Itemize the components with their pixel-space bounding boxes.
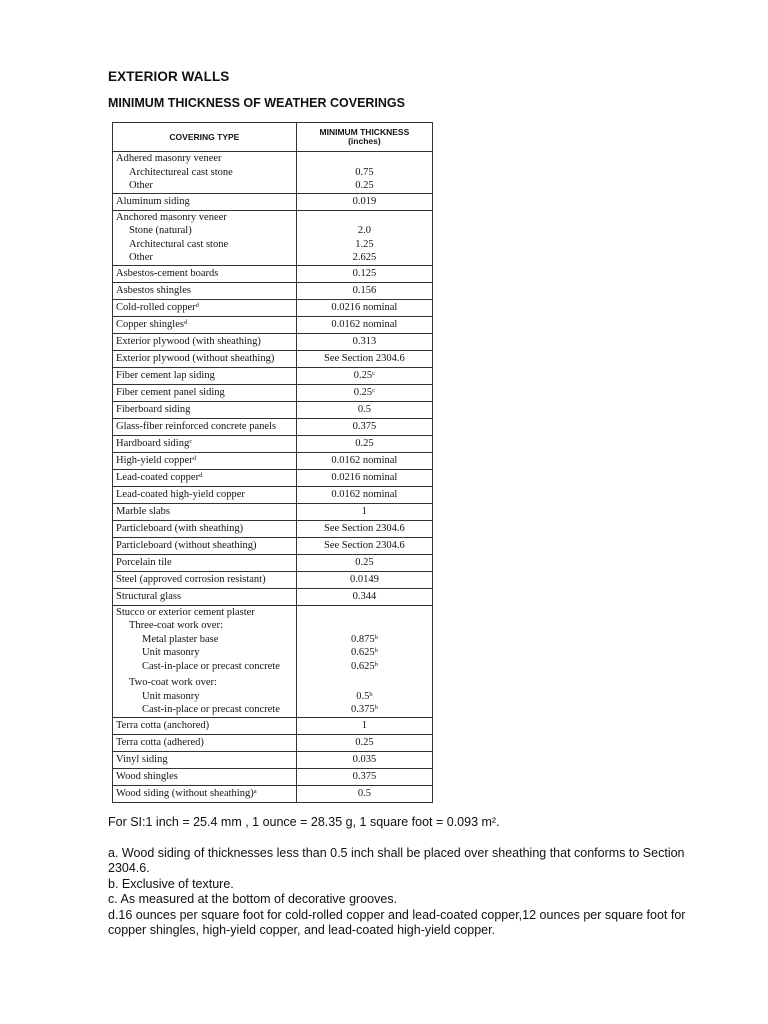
thickness-value: 0.0162 nominal [331,488,398,500]
table-row [113,734,433,751]
covering-type-text: Wood shingles [116,770,178,782]
thickness-cell [296,401,432,418]
table-row [113,210,433,265]
covering-type-text: Cold-rolled copper$^d$ [116,301,199,313]
covering-type-text: Hardboard siding$^c$ [116,437,193,449]
covering-type-text: Other [129,180,153,191]
table-body [113,152,433,803]
table-row [113,350,433,367]
table-row [113,193,433,210]
covering-type-text: Terra cotta (anchored) [116,719,210,731]
thickness-value: 0.25 [355,736,374,748]
covering-type-text: Vinyl siding [116,753,168,765]
table-row [113,265,433,282]
table-row [113,333,433,350]
footnote-marker: c [189,437,193,445]
thickness-value: 0.25 [355,437,374,449]
covering-type-cell [113,435,297,452]
thickness-cell [296,588,432,605]
thickness-value [300,211,429,225]
covering-type-text: Porcelain tile [116,556,172,568]
covering-type-text: Anchored masonry veneer [116,211,227,223]
covering-type-cell [113,537,297,554]
thickness-cell [296,452,432,469]
thickness-value: 0.5 [357,403,371,415]
covering-type-cell [113,768,297,785]
covering-type-text: Glass-fiber reinforced concrete panels [116,420,277,432]
page-title: EXTERIOR WALLS [108,69,230,84]
thickness-value: 0.375$^b$ [350,704,378,715]
table-row [113,435,433,452]
covering-type-text: Adhered masonry veneer [116,153,222,164]
thickness-value: 0.156 [352,284,377,296]
thickness-cell [296,734,432,751]
thickness-value [300,606,429,620]
thickness-value: 0.25 [355,556,374,568]
footnote-marker: b [374,647,378,654]
thickness-value: 0.25 [355,180,374,191]
footnote-marker: c [372,386,376,394]
table-row [113,152,433,194]
covering-type-cell [113,785,297,802]
covering-type-text: Two-coat work over: [129,677,217,688]
footnote-marker: b [374,660,378,668]
covering-type-text: Lead-coated copper$^d$ [116,471,203,483]
thickness-value: 1 [361,719,367,731]
covering-type-cell [113,588,297,605]
thickness-value: 0.875$^b$ [350,633,378,645]
covering-type-text: Cast-in-place or precast concrete [142,660,280,672]
covering-type-cell [113,350,297,367]
thickness-value: 0.625$^b$ [350,660,378,672]
covering-type-text: Copper shingles$^d$ [116,318,188,330]
covering-type-text: Cast-in-place or precast concrete [142,704,280,715]
covering-type-text: Stucco or exterior cement plaster [116,606,255,618]
thickness-cell [296,503,432,520]
thickness-value: 0.035 [352,753,377,765]
covering-type-text: Other [129,252,153,263]
covering-type-cell [113,193,297,210]
covering-type-cell [113,605,297,717]
thickness-cell [296,605,432,717]
covering-type-text: Asbestos-cement boards [116,267,219,279]
thickness-value: 0.313 [352,335,377,347]
thickness-value: See Section 2304.6 [323,522,405,534]
footnote-marker: c [372,369,376,377]
si-conversion-note: For SI:1 inch = 25.4 mm , 1 ounce = 28.35 g, 1 square foot = 0.093 m². [108,815,500,829]
table-row [113,316,433,333]
thickness-value [300,152,429,166]
covering-type-cell [113,333,297,350]
footnote-marker: d [195,301,199,309]
thickness-cell [296,435,432,452]
thickness-cell [296,554,432,571]
thickness-cell [296,418,432,435]
footnote-marker: b [374,633,378,641]
thickness-cell [296,265,432,282]
covering-type-text: Architectural cast stone [129,238,229,250]
covering-type-text: High-yield copper$^d$ [116,454,196,466]
thickness-value: 0.0162 nominal [331,318,398,330]
covering-type-cell [113,210,297,265]
covering-type-text: Unit masonry [142,690,200,702]
covering-type-text: Stone (natural) [129,225,192,236]
footnote-d: d.16 ounces per square foot for cold-rolled copper and lead-coated copper,12 ounces per square foot for copper shingles, high-yield copper, and lead-coated high-yield copper. [108,907,686,937]
thickness-value: See Section 2304.6 [323,352,405,364]
thickness-cell [296,152,432,194]
footnote-marker: d [192,454,196,462]
thickness-cell [296,350,432,367]
covering-type-text: Fiber cement lap siding [116,369,215,381]
table-row [113,605,433,717]
covering-type-cell [113,554,297,571]
table-row [113,486,433,503]
table-row [113,768,433,785]
covering-type-cell [113,265,297,282]
covering-type-text: Particleboard (with sheathing) [116,522,244,534]
covering-type-text: Terra cotta (adhered) [116,736,204,748]
thickness-cell [296,367,432,384]
covering-type-cell [113,751,297,768]
covering-type-cell [113,384,297,401]
covering-type-cell [113,452,297,469]
table-row [113,401,433,418]
thickness-value [300,676,429,690]
thickness-value: 0.0149 [349,573,379,585]
thickness-value: See Section 2304.6 [323,539,405,551]
thickness-cell [296,537,432,554]
covering-type-cell [113,418,297,435]
thickness-cell [296,384,432,401]
footnote-marker: d [183,318,188,326]
thickness-cell [296,520,432,537]
thickness-value: 0.019 [352,195,377,207]
table-row [113,282,433,299]
thickness-cell [296,486,432,503]
thickness-value: 0.344 [352,590,377,602]
table-header-row [113,123,433,152]
covering-type-text: Particleboard (without sheathing) [116,539,257,551]
footnote-b: b. Exclusive of texture. [108,876,234,891]
covering-type-text: Lead-coated high-yield copper [116,488,245,500]
covering-type-cell [113,152,297,194]
covering-type-cell [113,734,297,751]
covering-type-text: Fiberboard siding [116,403,191,415]
covering-type-text: Wood siding (without sheathing)$^a$ [116,787,257,799]
table-row [113,554,433,571]
column-header-unit: (inches) [348,136,381,146]
covering-type-text: Three-coat work over: [129,620,223,631]
thickness-value: 0.625$^b$ [350,647,378,658]
thickness-value: 0.25$^c$ [353,369,376,381]
thickness-value: 2.625 [352,252,377,263]
footnote-marker: d [199,471,203,479]
footnote-marker: b [374,704,378,711]
thickness-value: 1 [361,505,367,517]
covering-type-cell [113,571,297,588]
thickness-value: 0.125 [352,267,377,279]
table-row [113,537,433,554]
table-row [113,384,433,401]
covering-type-cell [113,316,297,333]
covering-type-text: Marble slabs [116,505,170,517]
covering-type-cell [113,503,297,520]
covering-type-cell [113,367,297,384]
column-header-covering-type: COVERING TYPE [113,123,297,152]
covering-type-cell [113,282,297,299]
thickness-value: 0.0216 nominal [331,301,398,313]
page-subtitle: MINIMUM THICKNESS OF WEATHER COVERINGS [108,96,405,110]
table-row [113,520,433,537]
thickness-value: 0.5$^b$ [356,690,373,702]
covering-type-text: Metal plaster base [142,633,219,645]
thickness-cell [296,282,432,299]
thickness-value: 0.75 [355,166,374,178]
thickness-value: 1.25 [355,238,374,250]
table-row [113,751,433,768]
footnotes [108,815,720,939]
thickness-value [300,619,429,633]
thickness-value: 0.375 [352,420,377,432]
thickness-cell [296,717,432,734]
table-row [113,571,433,588]
covering-type-text: Structural glass [116,590,182,602]
thickness-value: 0.375 [352,770,377,782]
thickness-value: 0.25$^c$ [353,386,376,398]
table-row [113,452,433,469]
table-row [113,469,433,486]
thickness-cell [296,299,432,316]
thickness-value: 0.0162 nominal [331,454,398,466]
table-row [113,717,433,734]
covering-type-text: Unit masonry [142,647,200,658]
covering-type-cell [113,401,297,418]
column-header-line: MINIMUM THICKNESS [319,127,410,138]
column-header-minimum-thickness [296,123,432,152]
footnote-marker: a [253,787,257,795]
table-row [113,418,433,435]
table-row [113,503,433,520]
table-row [113,299,433,316]
covering-type-cell [113,469,297,486]
thickness-cell [296,193,432,210]
covering-type-text: Fiber cement panel siding [116,386,225,398]
footnote-c: c. As measured at the bottom of decorative grooves. [108,892,398,906]
thickness-cell [296,751,432,768]
thickness-cell [296,768,432,785]
covering-type-cell [113,486,297,503]
thickness-value: 0.5 [357,787,371,799]
covering-type-cell [113,520,297,537]
thickness-cell [296,469,432,486]
thickness-table [112,122,433,803]
thickness-cell [296,316,432,333]
table-row [113,785,433,802]
covering-type-text: Asbestos shingles [116,284,191,296]
footnote-a: a. Wood siding of thicknesses less than 0.5 inch shall be placed over sheathing that conforms to Section 2304.6. [108,845,685,875]
covering-type-text: Steel (approved corrosion resistant) [116,573,266,585]
covering-type-cell [113,717,297,734]
covering-type-text: Architectureal cast stone [129,166,233,178]
thickness-cell [296,333,432,350]
covering-type-cell [113,299,297,316]
covering-type-text: Exterior plywood (with sheathing) [116,335,261,347]
table-row [113,588,433,605]
thickness-value: 0.0216 nominal [331,471,398,483]
table-row [113,367,433,384]
thickness-cell [296,785,432,802]
covering-type-text: Aluminum siding [116,195,190,207]
thickness-value: 2.0 [357,225,371,236]
thickness-cell [296,210,432,265]
footnote-marker: b [369,690,373,698]
thickness-cell [296,571,432,588]
covering-type-text: Exterior plywood (without sheathing) [116,352,275,364]
